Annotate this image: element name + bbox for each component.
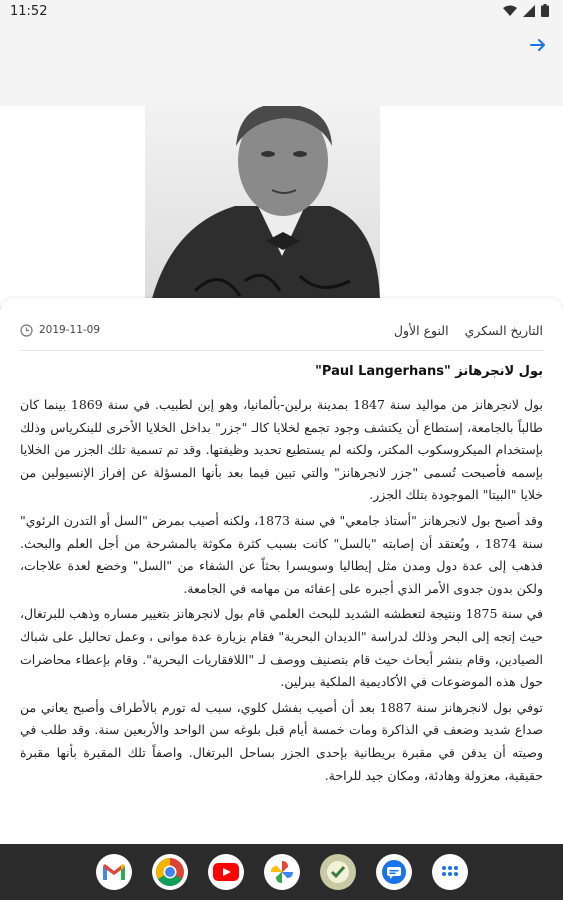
article-paragraph: بول لانجرهانز من مواليد سنة 1847 بمدينة برلين-بألمانيا، وهو إبن لطبيب. في سنة 1869 بينما كان طالباً بالجامعة، إستطاع أن يكتشف وجود تجمع لخلايا كالـ "جزر" بداخل الخلايا الأخرى للبنكرياس وذلك بإستخدام الميكروسكوب المكتر، ولكنه لم يستطيع تحديد وظيفتها. وقد تم تسمية تلك الجزر من الخلايا بإسمه فأصبحت تُسمى "جزر لانجرهانز" والتي تبين فيما بعد بأنها المسؤلة عن إفراز الإنسيولين من خلايا "البيتا" الموجودة بتلك الجزر.	[20, 397, 543, 503]
article-paragraph: في سنة 1875 ونتيجة لتعطشه الشديد للبحث العلمي قام بول لانجرهانز بتغيير مساره وذهب للبرتغال، حيث إتجه إلى البحر وذلك لدراسة "الديدان البحرية" فقام بزيارة عدة موانى ، وعمل تحاليل على شباك الصيادين، وقام بنشر أبحاث حيث قام بتصنيف ووصف لـ "اللافقاريات البحرية". وقام بإعطاء محاضرات حول هذه الموضوعات في الأكاديمية الملكية ببرلين.	[20, 606, 543, 690]
category-tags	[394, 323, 543, 338]
messages-icon[interactable]	[376, 854, 412, 890]
date-display	[20, 324, 100, 337]
app-drawer-icon[interactable]	[432, 854, 468, 890]
clock-icon	[20, 324, 33, 337]
app-bar	[0, 24, 563, 106]
diabetes-app-icon[interactable]	[320, 854, 356, 890]
battery-icon	[541, 4, 549, 17]
photos-icon[interactable]	[264, 854, 300, 890]
wifi-icon	[503, 5, 517, 17]
app-dock	[0, 844, 563, 900]
article-body	[20, 394, 543, 790]
article-paragraph: توفي بول لانجرهانز سنة 1887 بعد أن أصيب بفشل كلوي، سبب له تورم بالأطراف وأصبح يعاني من صداع شديد وضعف في الذاكرة ومات خمسة أيام قبل بلوغه سن الواحد والأربعين سنة. وقد طلب في وصيته أن يدفن في مقبرة بريطانية بإحدى الجزر بساحل البرتغال. واصفاً تلك المقبرة بأنها مقبرة حقيقية، معزولة وهادئة، ومكان جيد للراحة.	[20, 699, 543, 783]
hero-portrait-image	[0, 106, 563, 306]
category-tag[interactable]: النوع الأول	[393, 322, 449, 338]
back-arrow-icon[interactable]	[527, 36, 549, 58]
chrome-icon[interactable]	[152, 854, 188, 890]
status-bar	[0, 0, 563, 24]
status-time: 11:52	[10, 4, 48, 19]
article-title: بول لانجرهانز "Paul Langerhans"	[315, 364, 543, 379]
signal-icon	[523, 5, 535, 17]
article-date: 2019-11-09	[39, 324, 101, 336]
article-card	[0, 298, 563, 844]
article-paragraph: وقد أصبح بول لانجرهانز "أستاذ جامعي" في سنة 1873، ولكنه أصيب بمرض "السل أو التدرن الرئوي" سنة 1874 ، ويُعتقد أن إصابته "بالسل" كانت بسبب كثرة مكوثة بالمشرحة من أجل العلم والبحث. فذهب إلى عدة دول ومدن مثل إيطاليا وسويسرا بحثاً عن الشفاء من "السل" وخضع لعدة علاجات، ولكن بدون جدوى الأمر الذي أجبره على إعفائه من مهامه في الجامعة.	[20, 512, 543, 596]
category-tag[interactable]: التاريخ السكري	[464, 322, 543, 338]
status-icons	[503, 4, 549, 17]
article-meta	[20, 320, 543, 340]
divider	[20, 350, 543, 351]
youtube-icon[interactable]	[208, 854, 244, 890]
gmail-icon[interactable]	[96, 854, 132, 890]
